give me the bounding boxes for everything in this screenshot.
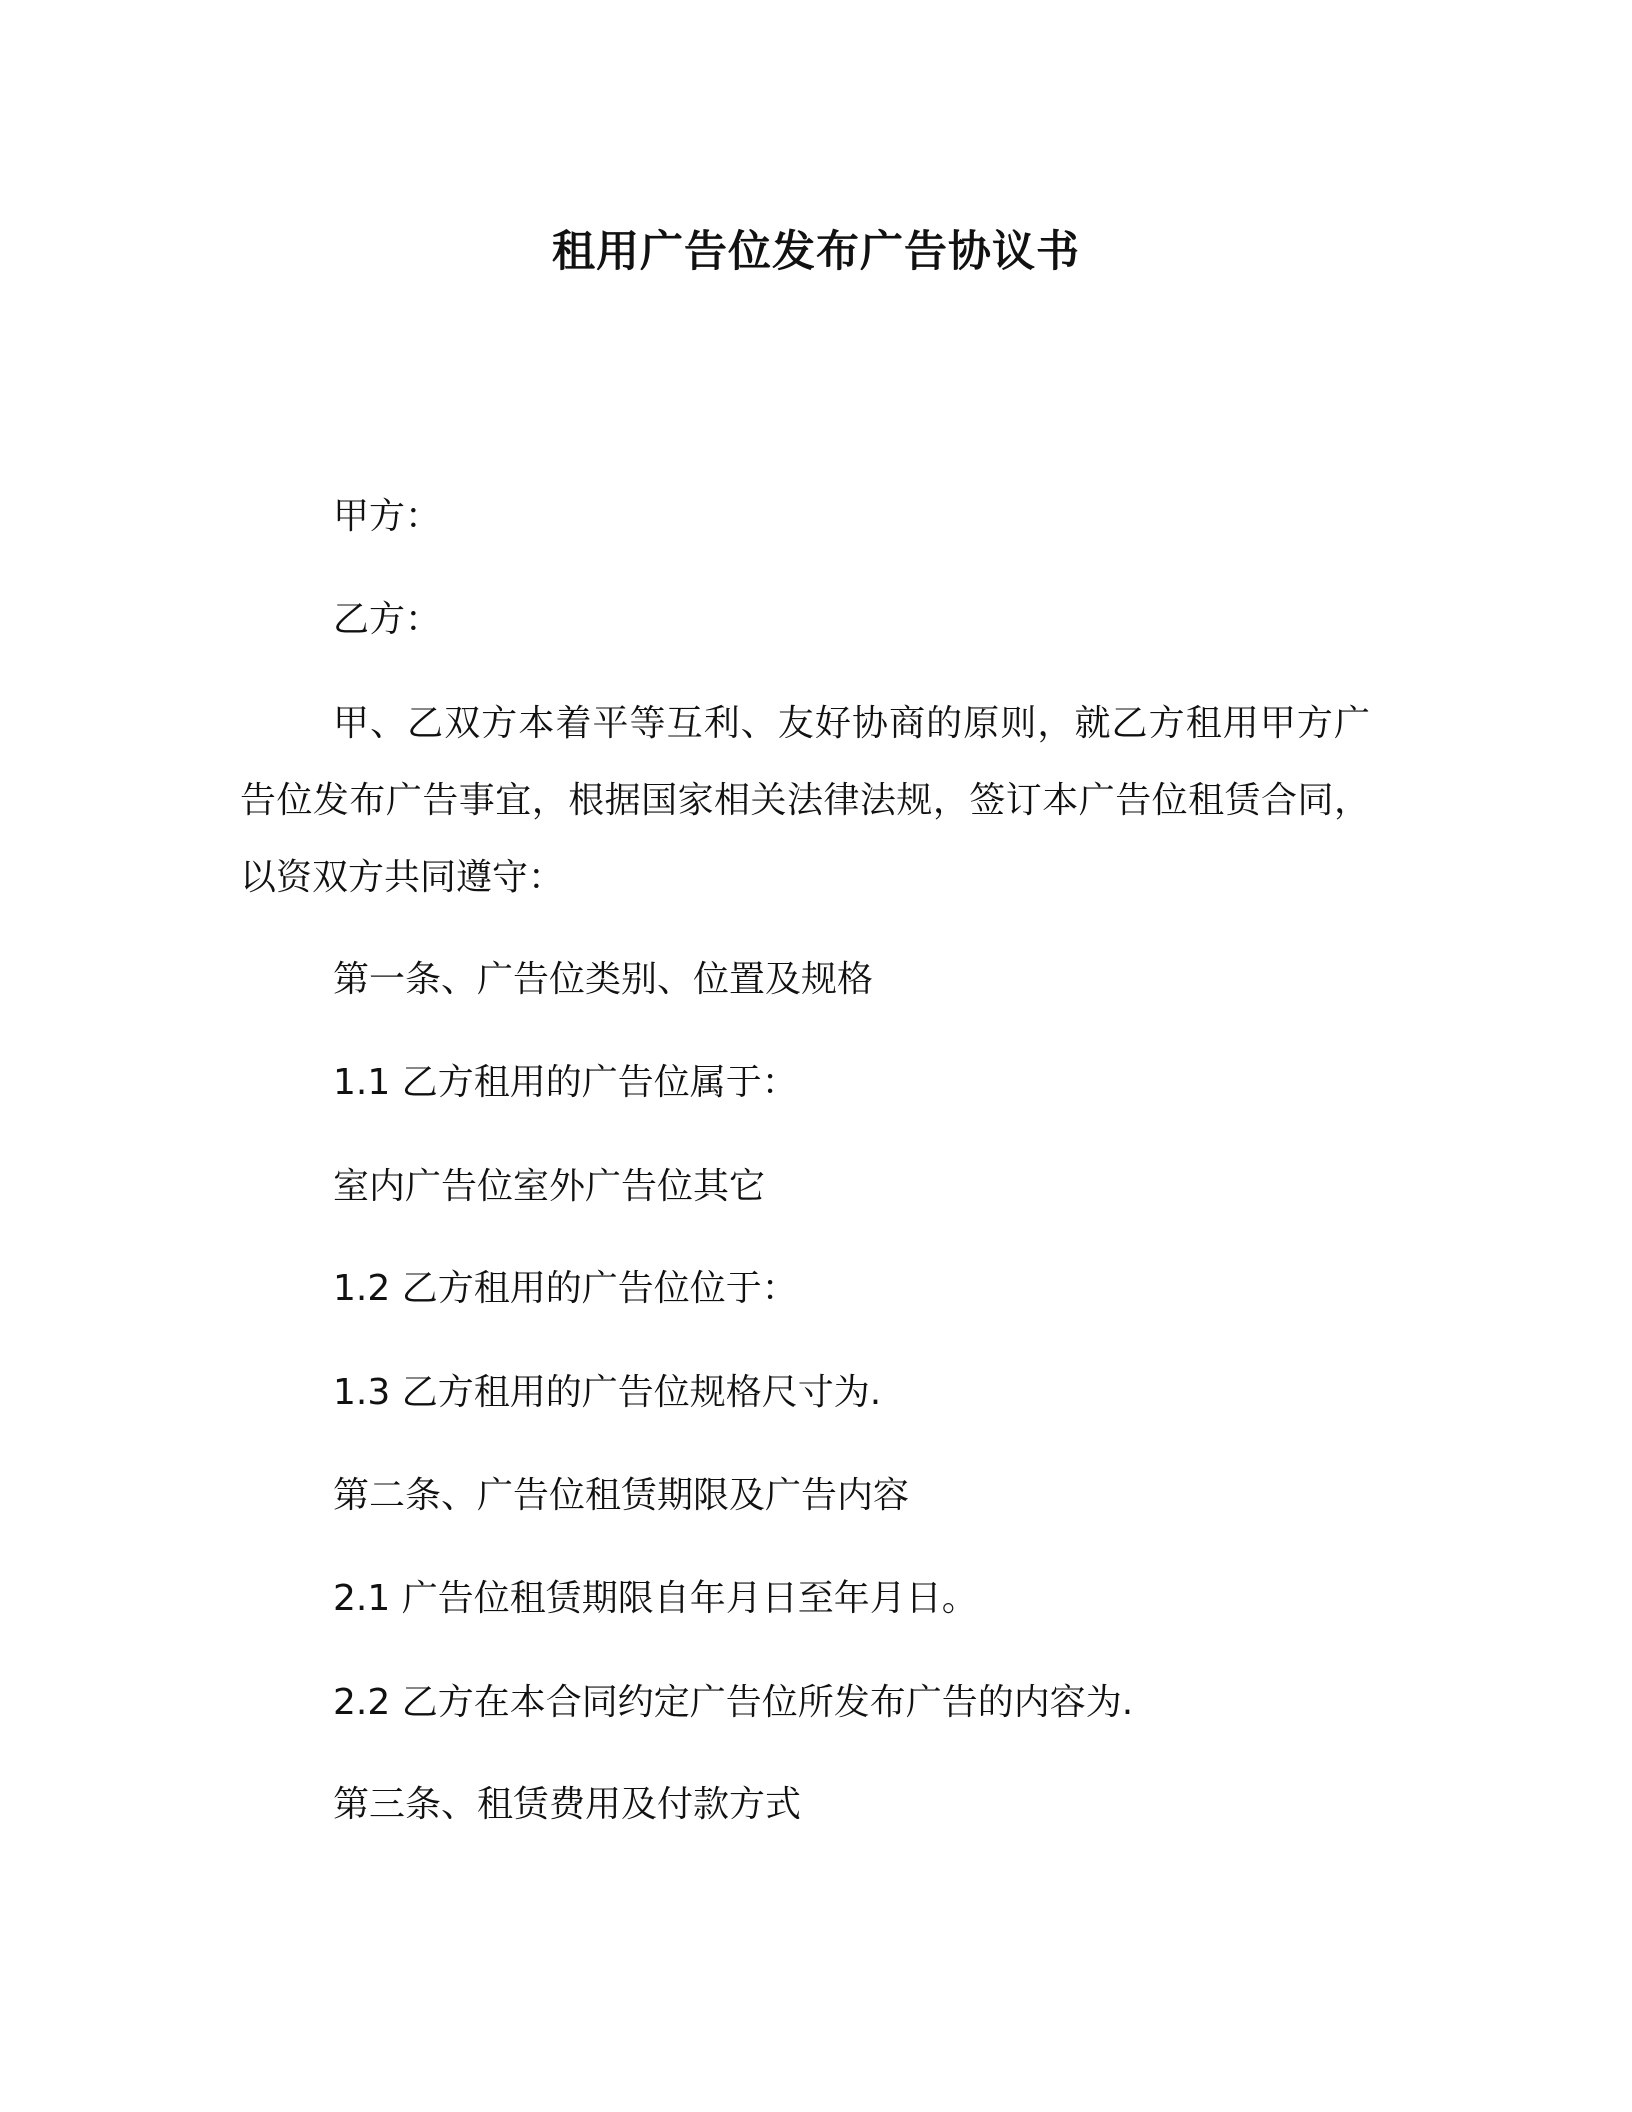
clause-2-2: 2.2 乙方在本合同约定广告位所发布广告的内容为. [333,1682,1134,1723]
clause-1-3: 1.3 乙方租用的广告位规格尺寸为. [333,1372,882,1413]
article-1-heading: 第一条、广告位类别、位置及规格 [333,959,874,1000]
article-2-heading: 第二条、广告位租赁期限及广告内容 [333,1475,910,1516]
clause-2-1: 2.1 广告位租赁期限自年月日至年月日。 [333,1578,978,1619]
party-b-label: 乙方： [333,599,442,640]
party-a-label: 甲方： [333,496,442,537]
clause-1-1-options: 室内广告位室外广告位其它 [333,1166,766,1207]
article-3-heading: 第三条、租赁费用及付款方式 [333,1784,802,1825]
preamble-line-1: 甲、乙双方本着平等互利、友好协商的原则，就乙方租用甲方广 [333,703,1370,744]
preamble-line-2: 告位发布广告事宜，根据国家相关法律法规，签订本广告位租赁合同， [240,780,1370,821]
clause-1-2: 1.2 乙方租用的广告位位于： [333,1268,798,1309]
preamble-line-3: 以资双方共同遵守： [240,857,565,898]
document-title: 租用广告位发布广告协议书 [552,227,1080,277]
clause-1-1: 1.1 乙方租用的广告位属于： [333,1062,798,1103]
